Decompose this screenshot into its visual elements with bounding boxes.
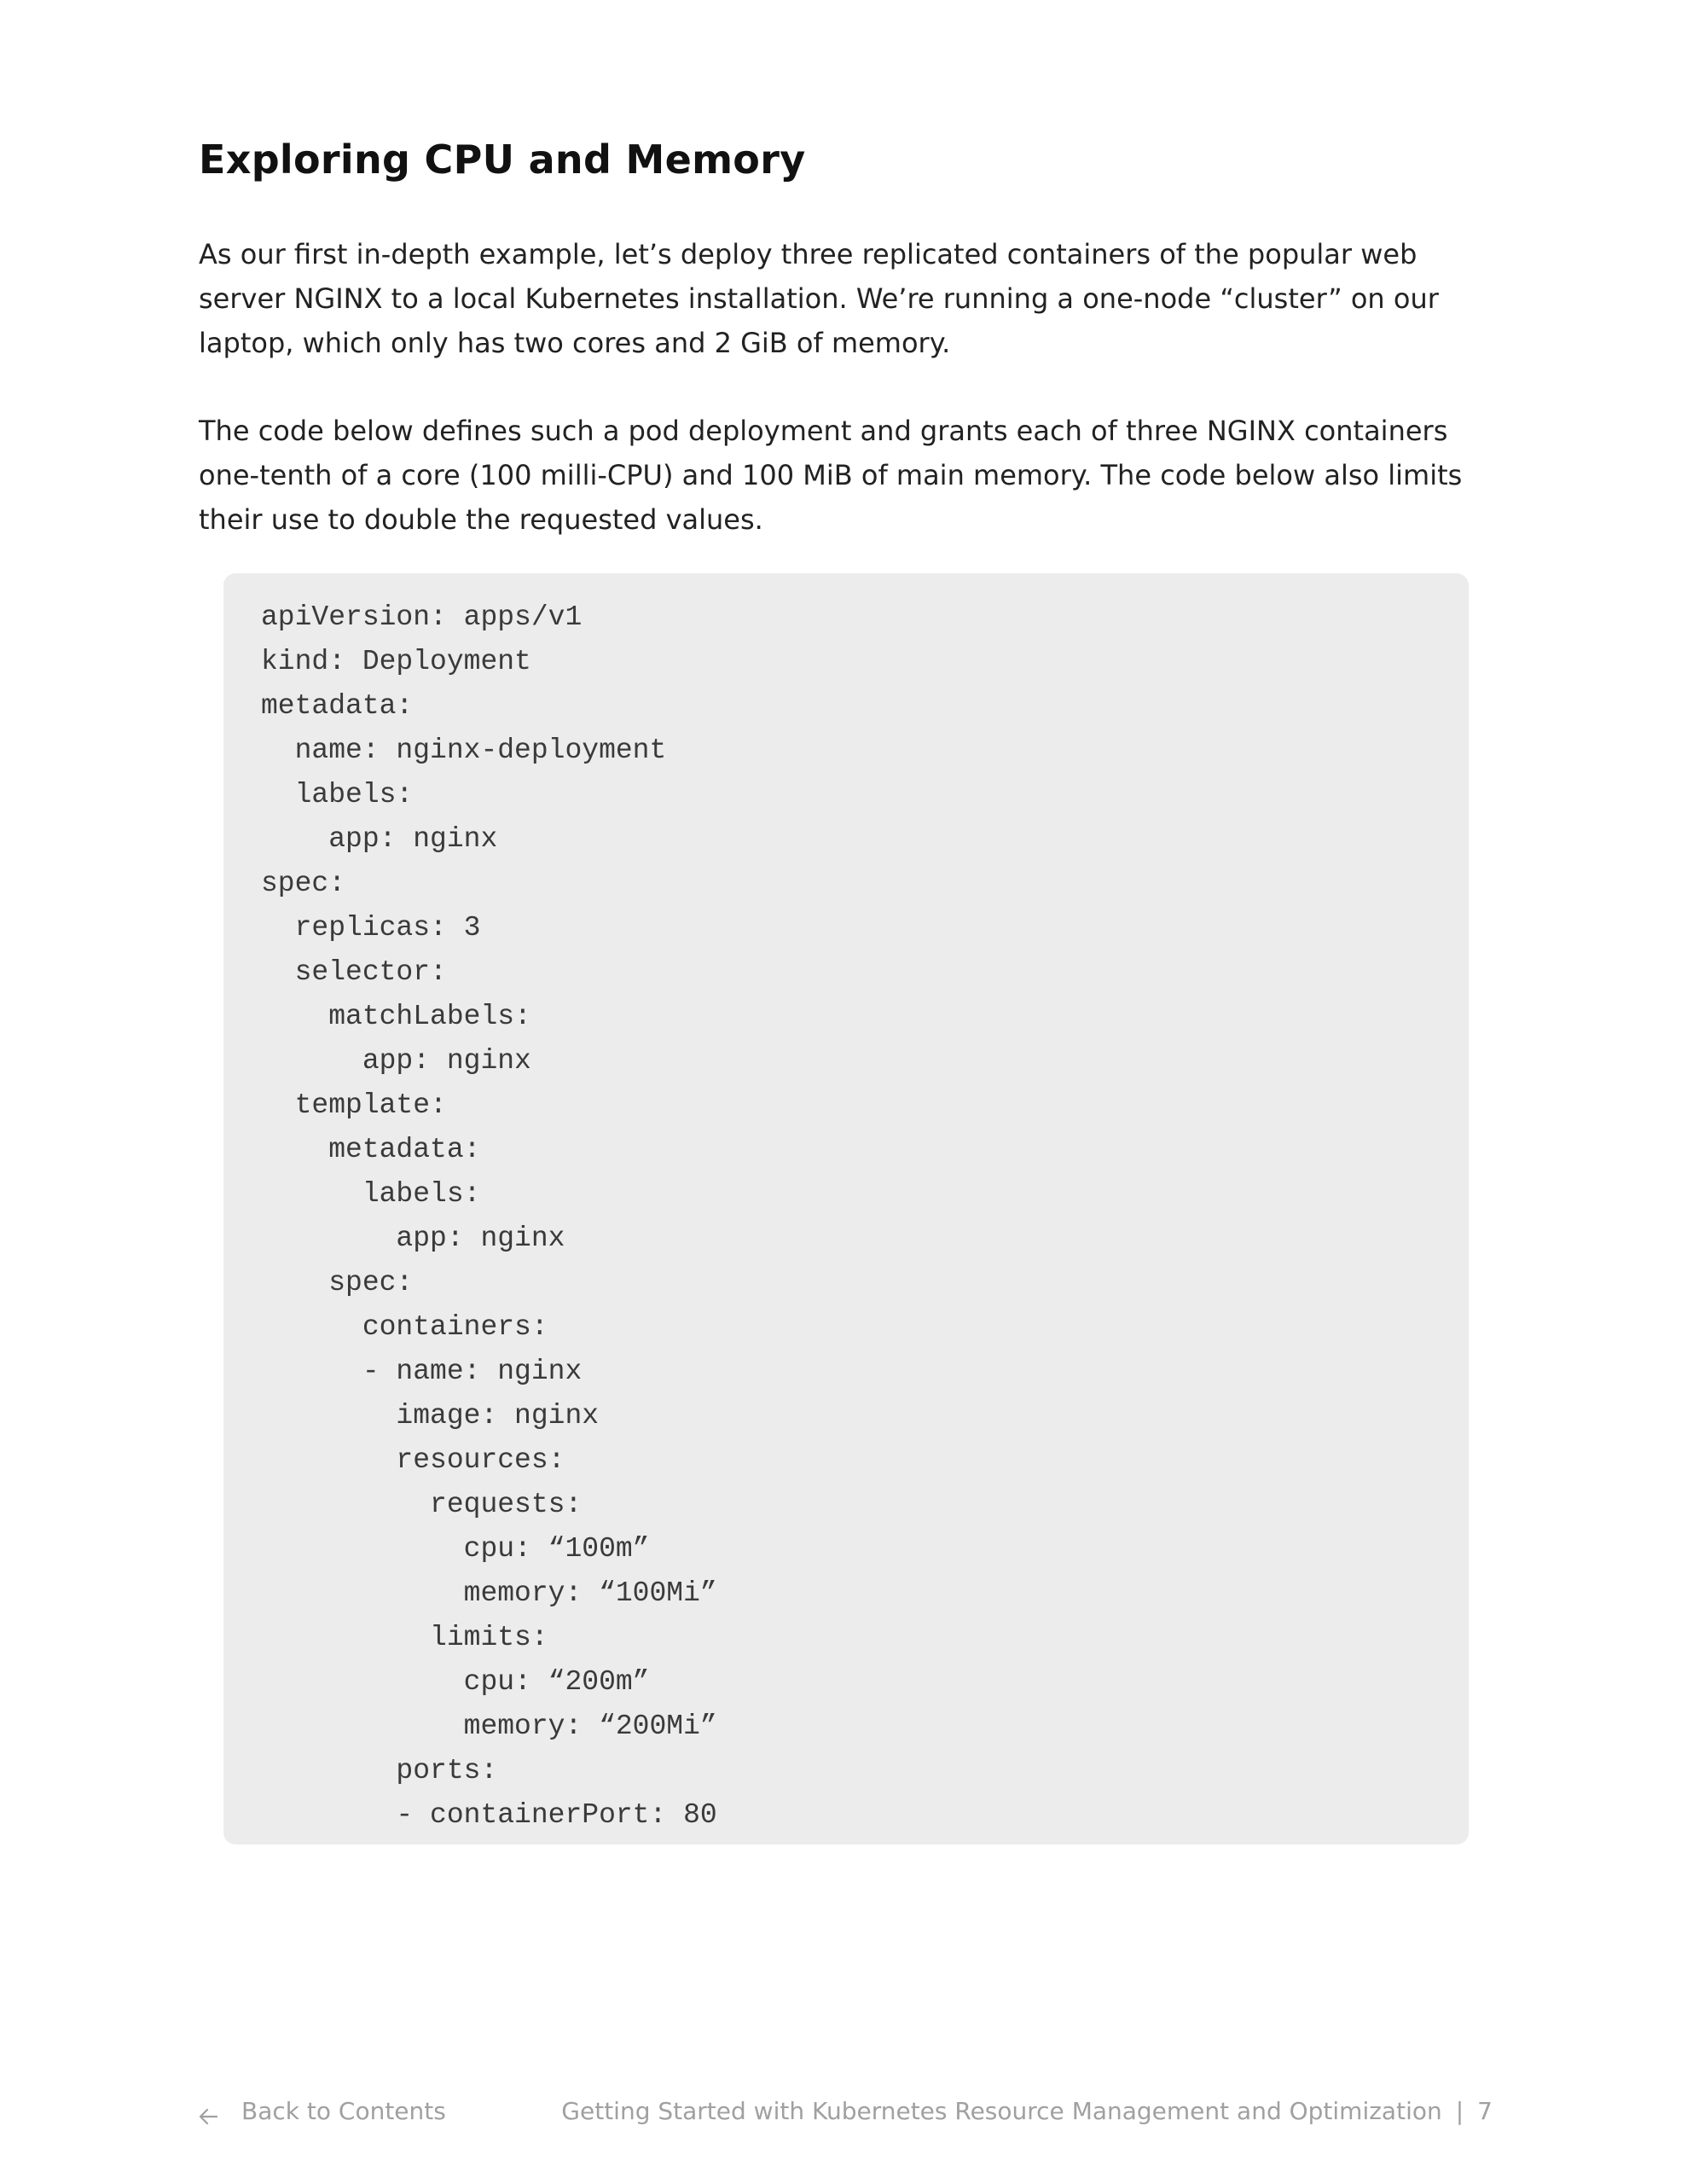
code-block xyxy=(223,573,1469,1844)
code-line: app: nginx xyxy=(261,1223,565,1254)
code-line: matchLabels: xyxy=(261,1001,531,1032)
back-to-contents-link[interactable] xyxy=(199,2097,446,2125)
code-line: - name: nginx xyxy=(261,1356,583,1387)
footer-document-info xyxy=(561,2097,1493,2125)
code-line: labels: xyxy=(261,779,414,810)
code-description-paragraph: The code below defines such a pod deployment and grants each of three NGINX containers one-tenth of a core (100 milli-CPU) and 100 MiB of main memory. The code below also limits their use to double the requested values. xyxy=(199,415,1463,536)
page-number: 7 xyxy=(1477,2097,1493,2125)
footer-separator: | xyxy=(1455,2097,1464,2125)
code-line: apiVersion: apps/v1 xyxy=(261,601,583,633)
code-line: metadata: xyxy=(261,1134,481,1165)
page-footer xyxy=(199,2097,1493,2133)
code-line: limits: xyxy=(261,1622,548,1653)
code-line: spec: xyxy=(261,1267,414,1298)
intro-paragraph: As our first in-depth example, let’s deploy three replicated containers of the popular web server NGINX to a local Kubernetes installation. We’re running a one-node “cluster” on our laptop, which only has two cores and 2 GiB of memory. xyxy=(199,238,1439,359)
code-line: cpu: “100m” xyxy=(261,1533,650,1565)
code-line: spec: xyxy=(261,868,346,899)
code-line: app: nginx xyxy=(261,823,498,855)
document-title: Getting Started with Kubernetes Resource Management and Optimization xyxy=(561,2097,1442,2125)
code-line: ports: xyxy=(261,1755,498,1786)
code-line: requests: xyxy=(261,1489,583,1520)
code-line: memory: “200Mi” xyxy=(261,1711,717,1742)
code-line: labels: xyxy=(261,1178,481,1210)
code-line: metadata: xyxy=(261,690,414,722)
code-line: name: nginx-deployment xyxy=(261,735,667,766)
code-line: resources: xyxy=(261,1444,565,1476)
code-line: - containerPort: 80 xyxy=(261,1799,717,1831)
code-line: template: xyxy=(261,1089,447,1121)
arrow-left-icon xyxy=(199,2103,217,2120)
code-line: selector: xyxy=(261,956,447,988)
code-line: app: nginx xyxy=(261,1045,531,1077)
code-line: memory: “100Mi” xyxy=(261,1577,717,1609)
page-title: Exploring CPU and Memory xyxy=(199,136,806,183)
code-line: replicas: 3 xyxy=(261,912,481,944)
back-to-contents-label: Back to Contents xyxy=(241,2097,446,2125)
code-line: image: nginx xyxy=(261,1400,600,1432)
code-line: kind: Deployment xyxy=(261,646,531,677)
code-line: cpu: “200m” xyxy=(261,1666,650,1698)
code-line: containers: xyxy=(261,1311,548,1343)
